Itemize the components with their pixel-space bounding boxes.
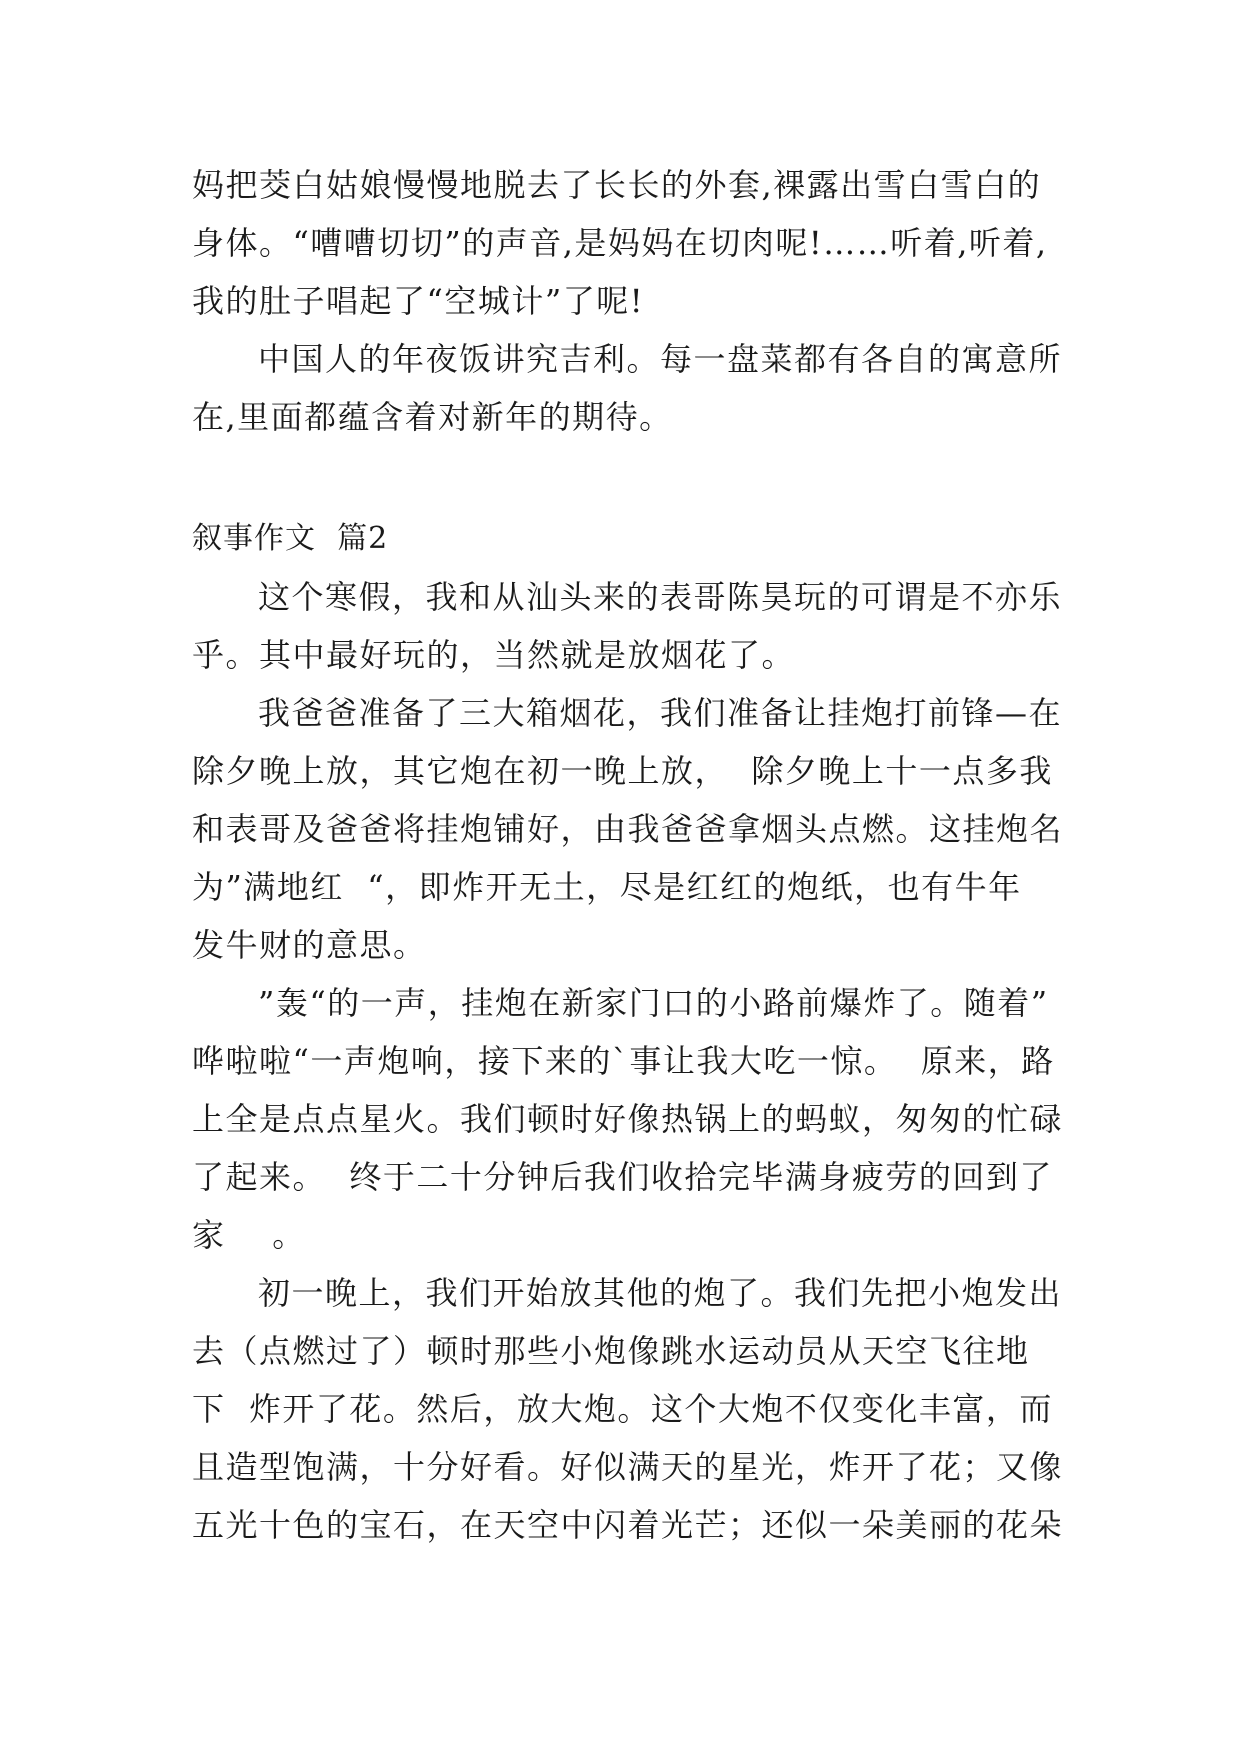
- text-line: 初一晚上，我们开始放其他的炮了。我们先把小炮发出: [258, 1274, 1063, 1312]
- text-line: ”轰“的一声，挂炮在新家门口的小路前爆炸了。随着”: [258, 984, 1049, 1022]
- text-line: 妈把茭白姑娘慢慢地脱去了长长的外套,裸露出雪白雪白的: [192, 166, 1042, 204]
- text-line: 乎。其中最好玩的，当然就是放烟花了。: [192, 636, 796, 674]
- text-line: 和表哥及爸爸将挂炮铺好，由我爸爸拿烟头点燃。这挂炮名: [192, 810, 1064, 848]
- section-heading: 叙事作文 篇2: [192, 521, 389, 556]
- text-line: 除夕晚上放，其它炮在初一晚上放， 除夕晚上十一点多我: [192, 752, 1053, 790]
- text-line: 了起来。 终于二十分钟后我们收拾完毕满身疲劳的回到了: [192, 1158, 1053, 1196]
- document-page: [192, 156, 1064, 1554]
- text-line: 发牛财的意思。: [192, 926, 427, 964]
- text-line: 我的肚子唱起了“空城计”了呢!: [192, 282, 645, 320]
- paragraph: [192, 974, 1064, 1264]
- text-line: 去（点燃过了）顿时那些小炮像跳水运动员从天空飞往地: [192, 1332, 1030, 1370]
- paragraph: [192, 1264, 1064, 1554]
- text-line: 我爸爸准备了三大箱烟花，我们准备让挂炮打前锋—在: [258, 694, 1063, 732]
- text-line: 哗啦啦“一声炮响，接下来的`事让我大吃一惊。 原来，路: [192, 1042, 1055, 1080]
- paragraph: [192, 330, 1063, 446]
- section-spacer: [192, 446, 1052, 510]
- paragraph: [192, 156, 1052, 330]
- text-line: 在,里面都蕴含着对新年的期待。: [192, 398, 673, 436]
- text-line: 中国人的年夜饭讲究吉利。每一盘菜都有各自的寓意所: [258, 340, 1063, 378]
- paragraph: [192, 568, 1063, 684]
- text-line: 家 。: [192, 1216, 306, 1254]
- text-line: 这个寒假，我和从汕头来的表哥陈昊玩的可谓是不亦乐: [258, 578, 1063, 616]
- text-line: 五光十色的宝石，在天空中闪着光芒；还似一朵美丽的花朵: [192, 1506, 1064, 1544]
- text-line: 下 炸开了花。然后，放大炮。这个大炮不仅变化丰富，而: [192, 1390, 1053, 1428]
- text-line: 且造型饱满，十分好看。好似满天的星光，炸开了花；又像: [192, 1448, 1064, 1486]
- text-line: 上全是点点星火。我们顿时好像热锅上的蚂蚁，匆匆的忙碌: [192, 1100, 1064, 1138]
- text-line: 身体。“嘈嘈切切”的声音,是妈妈在切肉呢!……听着,听着,: [192, 224, 1048, 262]
- paragraph: [192, 684, 1064, 974]
- text-line: 为”满地红 “，即炸开无土，尽是红红的炮纸，也有牛年: [192, 868, 1022, 906]
